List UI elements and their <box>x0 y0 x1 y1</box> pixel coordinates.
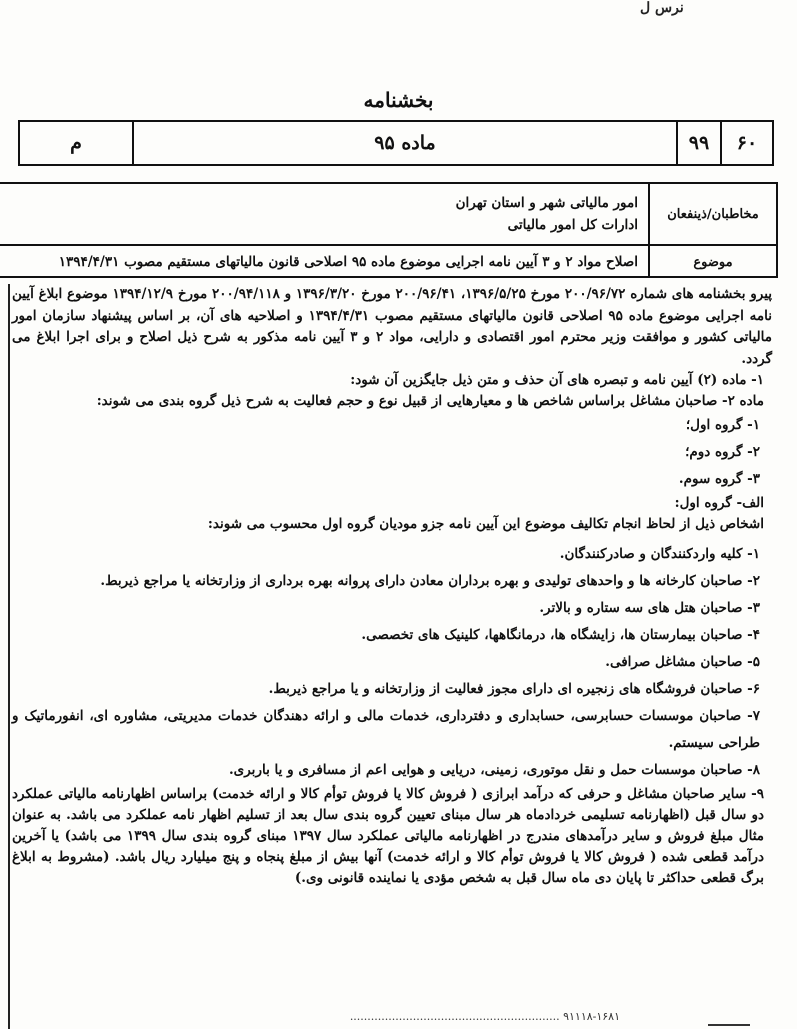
recipients-label: مخاطبان/ذینفعان <box>648 184 776 244</box>
reference-number-cell-1: ۶۰ <box>720 122 772 164</box>
recipients-line-2: ادارات کل امور مالیاتی <box>507 217 638 233</box>
corner-handwritten-mark: نرس ل <box>640 0 684 16</box>
group-1-line: ۱- گروه اول؛ <box>685 417 760 433</box>
subject-label: موضوع <box>648 246 776 278</box>
section-a-heading: الف- گروه اول: <box>674 495 764 511</box>
intro-paragraph: پیرو بخشنامه های شماره ۲۰۰/۹۶/۷۲ مورخ ۱۳۹۶/۵/۲۵، ۲۰۰/۹۶/۴۱ مورخ ۱۳۹۶/۳/۲۰ و ۲۰۰/۹۴/۱۱۸ مورخ ۱۳۹۴/۱۲/۹ موضوع ابلاغ آیین نامه اجرایی موضوع ماده ۹۵ اصلاحی قانون مالیاتهای مستقیم مصوب ۱۳۹۴/۴/۳۱ و اصلاحیه های آن، بر اساس پیشنهاد سازمان امور مالیاتی کشور و موافقت وزیر محترم امور اقتصادی و دارایی، مواد ۲ و ۳ آیین نامه مذکور به شرح ذیل اصلاح و برای اجرا ابلاغ می گردد. <box>12 286 773 367</box>
list-item: ۴- صاحبان بیمارستان ها، زایشگاه ها، درمانگاهها، کلینیک های تخصصی. <box>361 627 760 643</box>
list-item: ۳- صاحبان هتل های سه ستاره و بالاتر. <box>539 600 760 616</box>
subject-row <box>0 246 776 278</box>
recipients-row <box>0 184 776 246</box>
list-item: ۸- صاحبان موسسات حمل و نقل موتوری، زمینی، دریایی و هوایی اعم از مسافری و یا باربری. <box>228 762 760 778</box>
list-item-9: ۹- سایر صاحبان مشاغل و حرفی که درآمد ابرازی ( فروش کالا یا فروش توأم کالا و ارائه خدمت) براساس اظهارنامه مالیاتی عملکرد دو سال قبل (اظهارنامه تسلیمی خردادماه هر سال مبنای تعیین گروه بندی سال بعد از تسلیم اظهار نامه عملکرد می باشد. به عنوان مثال مبلغ فروش و سایر درآمدهای مندرج در اظهارنامه مالیاتی عملکرد سال ۱۳۹۷ مبنای گروه بندی سال ۱۳۹۹ می باشد) یا آخرین درآمد قطعی شده ( فروش کالا یا فروش توأم کالا و ارائه خدمت) آنها بیش از مبلغ پنجاه و پنج میلیارد ریال باشد. (مشروط به ابلاغ برگ قطعی حداکثر تا پایان دی ماه سال قبل به شخص مؤدی یا نماینده قانونی وی.) <box>12 786 765 886</box>
amendment-line-1: ۱- ماده (۲) آیین نامه و تبصره های آن حذف و متن ذیل جایگزین آن شود: <box>350 372 764 388</box>
reference-article-cell: ماده ۹۵ <box>132 122 676 164</box>
page-title: بخشنامه <box>363 88 434 112</box>
reference-number-table <box>18 120 774 166</box>
recipients-value <box>0 184 648 244</box>
info-table <box>0 182 778 278</box>
group-3-line: ۳- گروه سوم. <box>678 471 760 487</box>
body-text <box>8 284 778 1029</box>
subject-value: اصلاح مواد ۲ و ۳ آیین نامه اجرایی موضوع ماده ۹۵ اصلاحی قانون مالیاتهای مستقیم مصوب ۱۳۹۴/۴/۳۱ <box>58 254 638 270</box>
reference-code-cell: م <box>70 132 82 154</box>
list-item: ۲- صاحبان کارخانه ها و واحدهای تولیدی و بهره برداران معادن دارای پروانه بهره برداری از وزارتخانه یا مراجع ذیربط. <box>100 573 760 589</box>
list-item: ۵- صاحبان مشاغل صرافی. <box>605 654 760 670</box>
list-item: ۶- صاحبان فروشگاه های زنجیره ای دارای مجوز فعالیت از وزارتخانه و یا مراجع ذیربط. <box>268 681 760 697</box>
list-item: ۱- کلیه واردکنندگان و صادرکنندگان. <box>559 546 760 562</box>
recipients-line-1: امور مالیاتی شهر و استان تهران <box>455 195 638 211</box>
article-2-line: ماده ۲- صاحبان مشاغل براساس شاخص ها و معیارهایی از قبیل نوع و حجم فعالیت به شرح ذیل گروه بندی می شوند: <box>96 393 764 409</box>
list-item: ۷- صاحبان موسسات حسابرسی، حسابداری و دفترداری، خدمات مالی و ارائه دهندگان خدمات مدیریتی، مشاوره ای، انفورماتیک و طراحی سیستم. <box>12 708 760 751</box>
bottom-divider <box>708 1024 750 1026</box>
group-2-line: ۲- گروه دوم؛ <box>685 444 760 460</box>
reference-number-cell-2: ۹۹ <box>676 122 720 164</box>
section-a-intro: اشخاص ذیل از لحاظ انجام تکالیف موضوع این آیین نامه جزو مودیان گروه اول محسوب می شوند: <box>207 516 764 532</box>
footer-cut-text: ۹۱۱۱۸-۱۶۸۱ ............................................................ <box>349 1010 620 1023</box>
